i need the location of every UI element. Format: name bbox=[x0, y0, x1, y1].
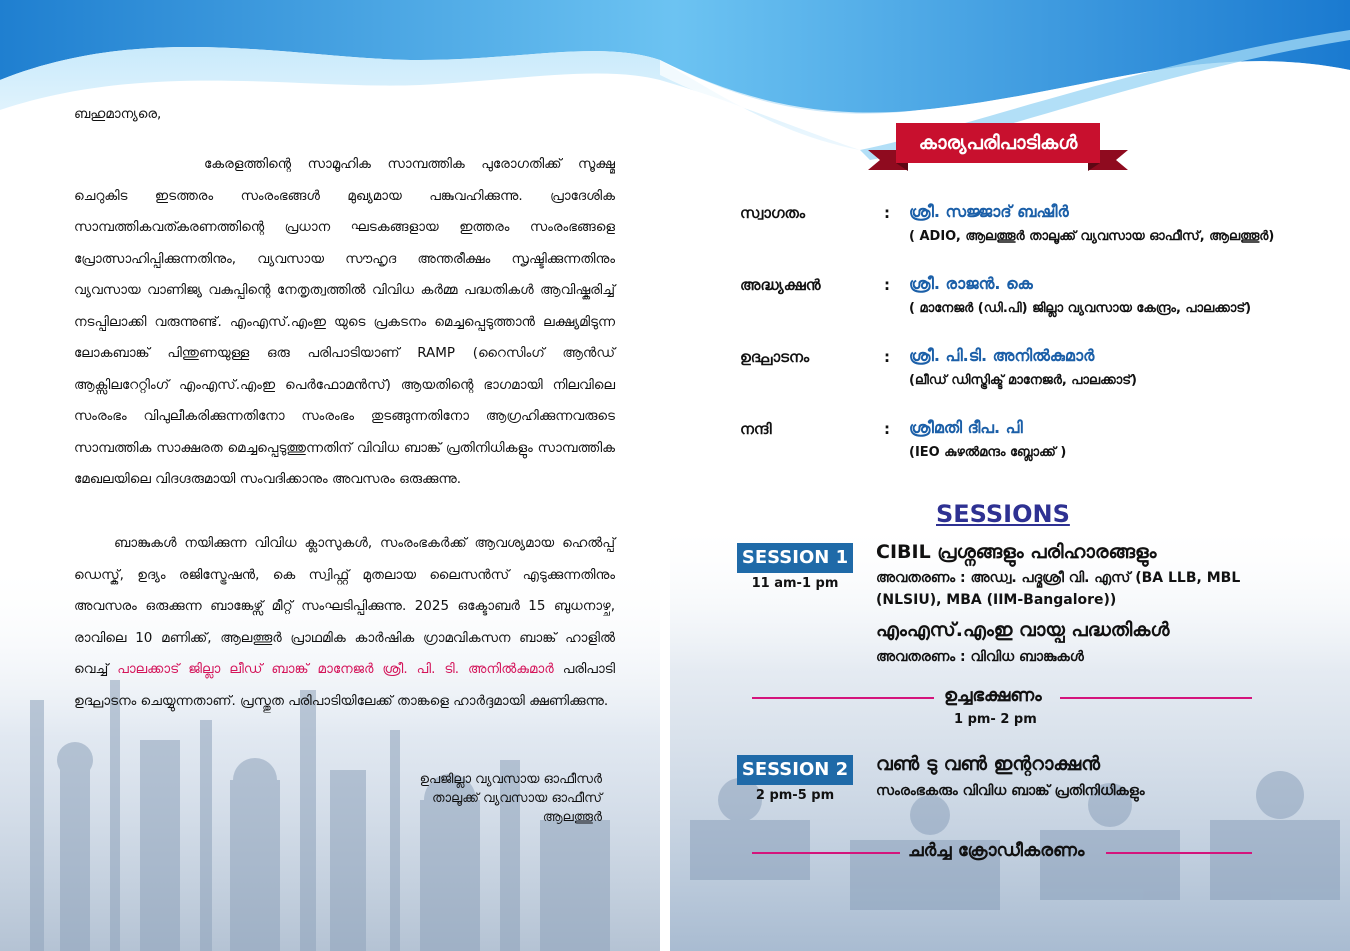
person-desc-presidency: ( മാനേജർ (ഡി.പി) ജില്ലാ വ്യവസായ കേന്ദ്രം, പാലക്കാട്) bbox=[909, 301, 1252, 316]
lunch-divider-left bbox=[752, 697, 934, 699]
session-1-title-2: എംഎസ്.എംഇ വായ്പ പദ്ധതികൾ bbox=[876, 619, 1170, 641]
role-welcome: സ്വാഗതം bbox=[740, 204, 806, 222]
paragraph-1-text: കേരളത്തിന്റെ സാമൂഹിക സാമ്പത്തിക പുരോഗതിക്ക് സൂക്ഷ്മ ചെറുകിട ഇടത്തരം സംരംഭങ്ങൾ മുഖ്യമായ പങ്കുവഹിക്കുന്നു. പ്രാദേശിക സാമ്പത്തികവത്കരണത്തിന്റെ പ്രധാന ഘടകങ്ങളായ ഇത്തരം സംരംഭങ്ങളെ പ്രോത്സാഹിപ്പിക്കുന്നതിനും, വ്യവസായ സൗഹൃദ അന്തരീക്ഷം സൃഷ്ടിക്കുന്നതിനും വ്യവസായ വാണിജ്യ വകുപ്പിന്റെ നേതൃത്വത്തിൽ വിവിധ കർമ്മ പദ്ധതികൾ ആവിഷ്കരിച്ച് നടപ്പിലാക്കി വരുന്നുണ്ട്. എംഎസ്.എംഇ യുടെ പ്രകടനം മെച്ചപ്പെടുത്താൻ ലക്ഷ്യമിടുന്ന ലോകബാങ്ക് പിന്തുണയുള്ള ഒരു പരിപാടിയാണ് RAMP (റൈസിംഗ് ആൻഡ് ആക്സിലറേറ്റിംഗ് എംഎസ്.എംഇ പെർഫോമൻസ്) ആയതിന്റെ ഭാഗമായി നിലവിലെ സംരംഭം വിപുലീകരിക്കുന്നതിനോ സംരംഭം തുടങ്ങുന്നതിനോ ആഗ്രഹിക്കുന്നവരുടെ സാമ്പത്തിക സാക്ഷരത മെച്ചപ്പെടുത്തുന്നതിന് വിവിധ ബാങ്ക് പ്രതിനിധികളും സാമ്പത്തിക മേഖലയിലെ വിദഗ്ദരുമായി സംവദിക്കാനും അവസരം ഒരുക്കുന്നു. bbox=[74, 156, 615, 487]
session-1-time: 11 am-1 pm bbox=[751, 576, 839, 591]
session-1-presenter: അവതരണം : അഡ്വ. പദ്മശ്രീ വി. എസ് (BA LLB, MBL bbox=[876, 570, 1241, 586]
lunch-label: ഉച്ചഭക്ഷണം bbox=[944, 685, 1042, 706]
person-desc-inauguration: (ലീഡ് ഡിസ്ട്രിക്ട് മാനേജർ, പാലക്കാട്) bbox=[909, 373, 1137, 388]
sessions-heading: SESSIONS bbox=[936, 500, 1070, 528]
session-2-title: വൺ ടു വൺ ഇന്ററാക്ഷൻ bbox=[876, 753, 1100, 775]
session-2-subtitle: സംരംഭകരും വിവിധ ബാങ്ക് പ്രതിനിധികളും bbox=[876, 783, 1145, 799]
lunch-time: 1 pm- 2 pm bbox=[954, 712, 1037, 727]
program-banner-title: കാര്യപരിപാടികൾ bbox=[918, 132, 1078, 154]
session-1-title: CIBIL പ്രശ്നങ്ങളും പരിഹാരങ്ങളും bbox=[876, 541, 1157, 563]
salutation: ബഹുമാന്യരെ, bbox=[74, 106, 162, 122]
person-name-welcome: ശ്രീ. സജ്ജാദ് ബഷീർ bbox=[909, 202, 1069, 221]
session-1-badge: SESSION 1 bbox=[737, 543, 853, 573]
closing-divider-left bbox=[752, 852, 900, 854]
role-thanks: നന്ദി bbox=[740, 420, 772, 438]
highlight-inaugurator: പാലക്കാട് ജില്ലാ ലീഡ് ബാങ്ക് മാനേജർ ശ്രീ. പി. ടി. അനിൽകുമാർ bbox=[117, 661, 554, 677]
person-name-thanks: ശ്രീമതി ദീപ. പി bbox=[909, 418, 1023, 437]
session-2-badge: SESSION 2 bbox=[737, 755, 853, 785]
person-name-inauguration: ശ്രീ. പി.ടി. അനിൽകുമാർ bbox=[909, 346, 1095, 365]
role-presidency: അദ്ധ്യക്ഷൻ bbox=[740, 276, 821, 294]
closing-label: ചർച്ച ക്രോഡീകരണം bbox=[908, 840, 1085, 861]
letter-paragraph-1 bbox=[74, 149, 615, 496]
person-name-presidency: ശ്രീ. രാജൻ. കെ bbox=[909, 274, 1033, 293]
paragraph-2-tail: പരിപാടി ഉദ്ഘാടനം ചെയ്യുന്നതാണ്. പ്രസ്തുത പരിപാടിയിലേക്ക് താങ്കളെ ഹാർദ്ദമായി ക്ഷണിക്കുന്നു. bbox=[74, 661, 616, 709]
lunch-divider-right bbox=[1060, 697, 1252, 699]
role-inauguration: ഉദ്ഘാടനം bbox=[740, 348, 810, 366]
person-desc-welcome: ( ADIO, ആലത്തൂർ താലൂക്ക് വ്യവസായ ഓഫീസ്, ആലത്തൂർ) bbox=[909, 229, 1275, 244]
session-1-presenter-cont: (NLSIU), MBA (IIM-Bangalore)) bbox=[876, 592, 1117, 608]
signature-line-2: താലൂക്ക് വ്യവസായ ഓഫീസ് bbox=[432, 791, 602, 806]
colon: : bbox=[884, 348, 890, 366]
signature-line-1: ഉപജില്ലാ വ്യവസായ ഓഫീസർ bbox=[419, 772, 602, 787]
letter-paragraph-2 bbox=[74, 528, 615, 717]
signature-block bbox=[420, 770, 602, 827]
colon: : bbox=[884, 204, 890, 222]
colon: : bbox=[884, 420, 890, 438]
paragraph-2-text: ബാങ്കുകൾ നയിക്കുന്ന വിവിധ ക്ലാസുകൾ, സംരംഭകർക്ക് ആവശ്യമായ ഹെൽപ്പ് ഡെസ്ക്, ഉദ്യം രജിസ്ട്രേഷൻ, കെ സ്വിഫ്റ്റ് മുതലായ ലൈസൻസ് എടുക്കുന്നതിനും അവസരം ഒരുക്കുന്ന ബാങ്കേഴ്സ് മീറ്റ് സംഘടിപ്പിക്കുന്നു. 2025 ഒക്ടോബർ 15 ബുധനാഴ്ച, രാവിലെ 10 മണിക്ക്, ആലത്തൂർ പ്രാഥമിക കാർഷിക ഗ്രാമവികസന ബാങ്ക് ഹാളിൽ വെച്ച് bbox=[74, 535, 615, 677]
session-2-time: 2 pm-5 pm bbox=[755, 788, 835, 803]
closing-divider-right bbox=[1106, 852, 1252, 854]
person-desc-thanks: (IEO കുഴൽമന്ദം ബ്ലോക്ക് ) bbox=[909, 445, 1067, 460]
signature-line-3: ആലത്തൂർ bbox=[542, 810, 602, 825]
colon: : bbox=[884, 276, 890, 294]
session-1-presenter-2: അവതരണം : വിവിധ ബാങ്കുകൾ bbox=[876, 649, 1084, 665]
